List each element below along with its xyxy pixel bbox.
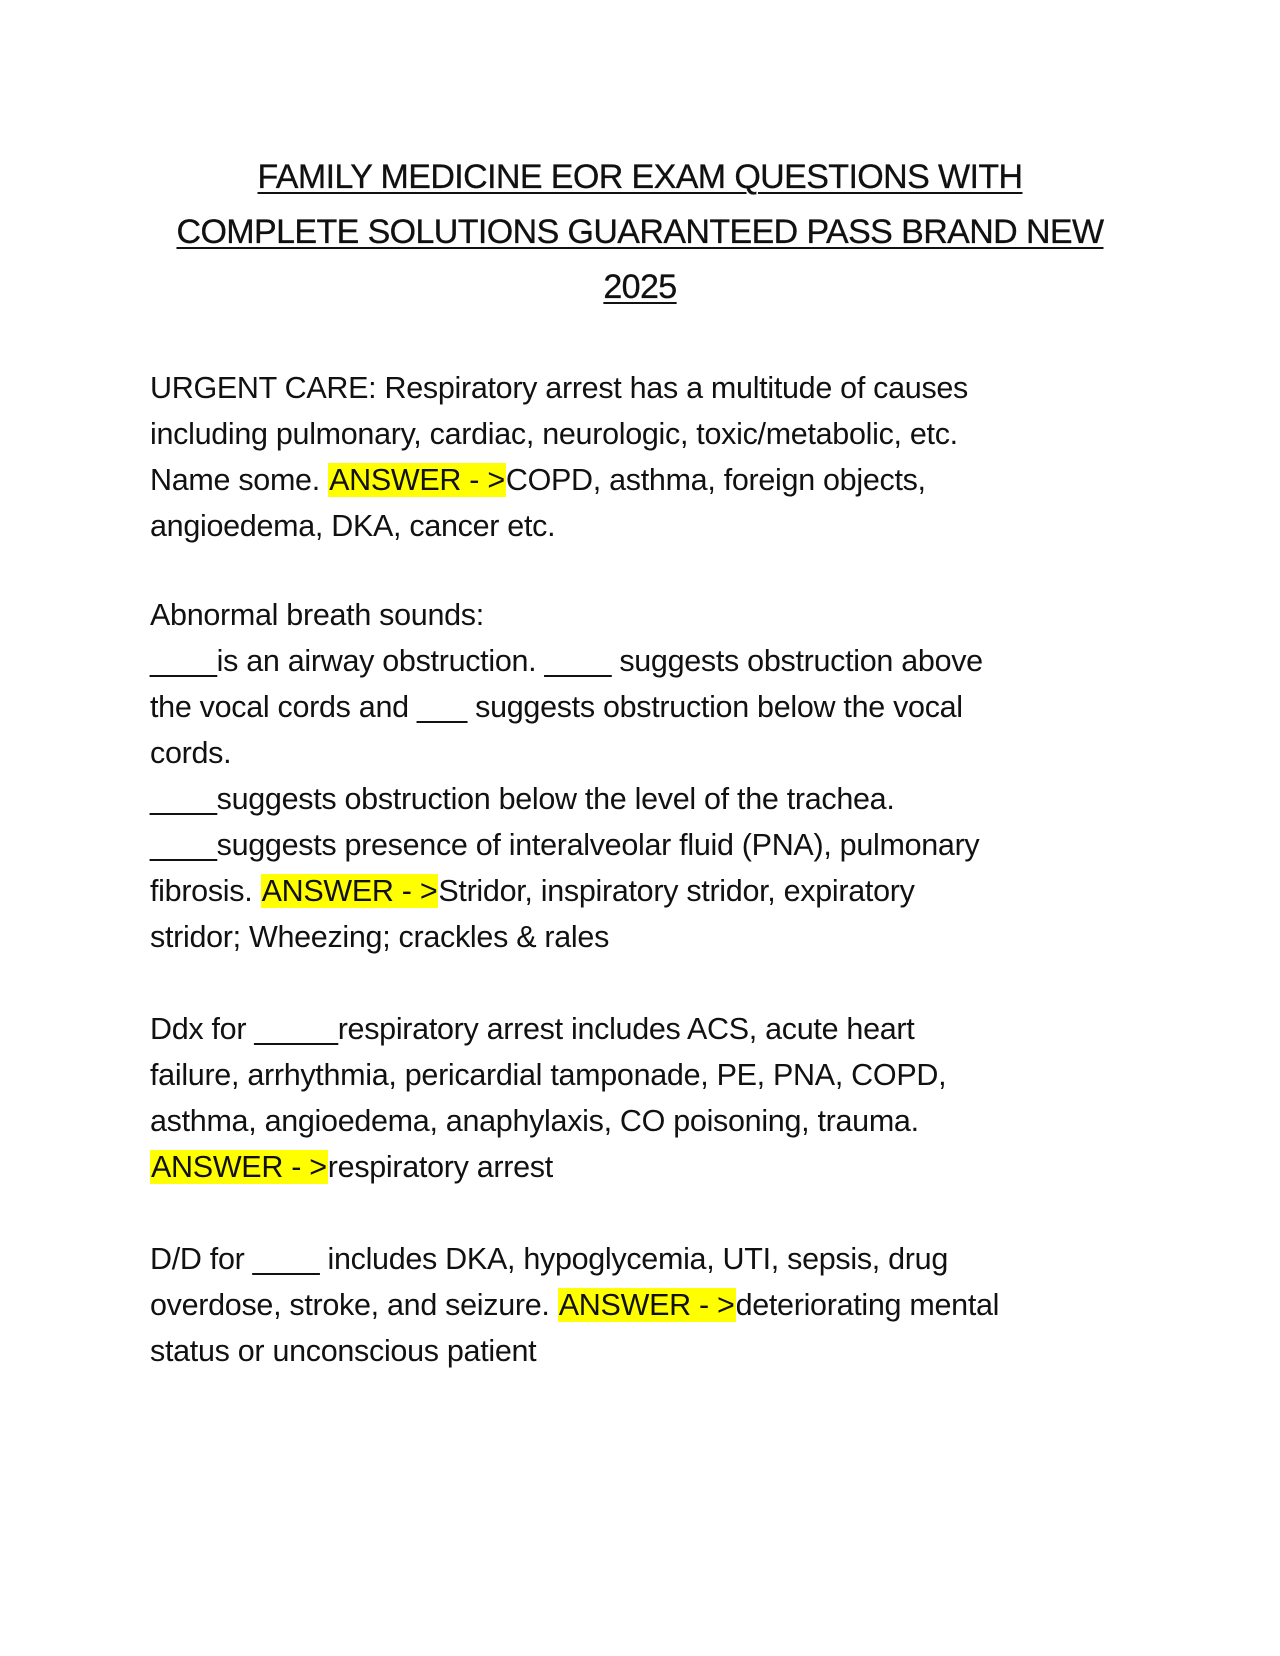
answer-label-highlight: ANSWER - > [558,1288,735,1322]
question-answer-line [150,868,1140,914]
question-text: ____suggests presence of interalveolar fluid (PNA), pulmonary [150,828,980,862]
question-text: the vocal cords and ___ suggests obstruction below the vocal [150,690,963,724]
question-text: ____suggests obstruction below the level of the trachea. [150,782,895,816]
question-text: Abnormal breath sounds: [150,598,484,632]
question-block [150,592,1140,960]
question-answer-line [150,1282,1140,1328]
answer-text: angioedema, DKA, cancer etc. [150,509,556,543]
question-text: Ddx for _____respiratory arrest includes ACS, acute heart [150,1012,915,1046]
question-text: asthma, angioedema, anaphylaxis, CO poisoning, trauma. [150,1104,919,1138]
answer-label-highlight: ANSWER - > [329,463,505,497]
answer-label-highlight: ANSWER - > [261,874,438,908]
answer-text: status or unconscious patient [150,1334,537,1368]
question-text: overdose, stroke, and seizure. [150,1288,558,1322]
title-line: 2025 [603,268,677,306]
question-text: fibrosis. [150,874,261,908]
question-text: including pulmonary, cardiac, neurologic, toxic/metabolic, etc. [150,417,958,451]
question-block [150,365,1140,549]
question-text: D/D for ____ includes DKA, hypoglycemia, UTI, sepsis, drug [150,1242,948,1276]
title-line: FAMILY MEDICINE EOR EXAM QUESTIONS WITH [257,158,1023,196]
question-answer-line [150,1144,1140,1190]
answer-text: COPD, asthma, foreign objects, [505,463,926,497]
question-answer-line [150,457,1140,503]
answer-text: stridor; Wheezing; crackles & rales [150,920,610,954]
question-block [150,1236,1140,1374]
answer-text: Stridor, inspiratory stridor, expiratory [438,874,915,908]
answer-text: deteriorating mental [735,1288,1000,1322]
document-title [150,150,1130,315]
question-text: ____is an airway obstruction. ____ suggests obstruction above [150,644,983,678]
question-block [150,1006,1140,1190]
answer-text: respiratory arrest [327,1150,553,1184]
question-text: Name some. [150,463,329,497]
question-text: URGENT CARE: Respiratory arrest has a multitude of causes [150,371,969,405]
title-line: COMPLETE SOLUTIONS GUARANTEED PASS BRAND NEW [176,213,1104,251]
answer-label-highlight: ANSWER - > [151,1150,327,1184]
question-text: failure, arrhythmia, pericardial tamponade, PE, PNA, COPD, [150,1058,947,1092]
question-text: cords. [150,736,232,770]
